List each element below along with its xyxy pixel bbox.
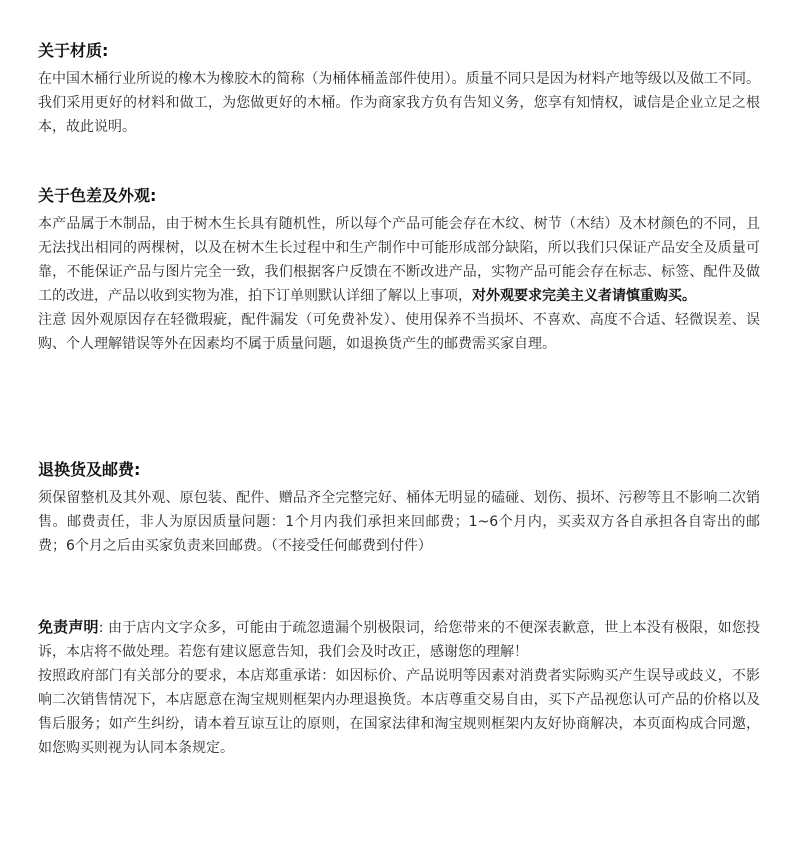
- disclaimer-text-body: : 由于店内文字众多，可能由于疏忽遗漏个别极限词，给您带来的不便深表歉意，世上本没有极限，如您投诉，本店将不做处理。若您有建议愿意告知，我们会及时改正，感谢您的理解！: [38, 620, 760, 660]
- section-return-policy: [38, 457, 760, 572]
- section-material: [38, 38, 760, 168]
- disclaimer-commitment: 按照政府部门有关部分的要求，本店郑重承诺：如因标价、产品说明等因素对消费者实际购买产生误导或歧义，不影响二次销售情况下，本店愿意在淘宝规则框架内办理退换货。本店尊重交易自由，买下产品视您认可产品的价格以及售后服务；如产生纠纷，请本着互谅互让的原则，在国家法律和淘宝规则框架内友好协商解决，本页面构成合同邀，如您购买则视为认同本条规定。: [38, 668, 760, 756]
- material-text: 在中国木桶行业所说的橡木为橡胶木的简称（为桶体桶盖部件使用）。质量不同只是因为材料产地等级以及做工不同。我们采用更好的材料和做工，为您做更好的木桶。作为商家我方负有告知义务，您享有知情权，诚信是企业立足之根本，故此说明。: [38, 71, 760, 135]
- color-text-body: 本产品属于木制品，由于树木生长具有随机性，所以每个产品可能会存在木纹、树节（木结）及木材颜色的不同，且无法找出相同的两棵树，以及在树木生长过程中和生产制作中可能形成部分缺陷，所以我们只保证产品安全及质量可靠，不能保证产品与图片完全一致，我们根据客户反馈在不断改进产品，实物产品可能会存在标志、标签、配件及做工的改进，产品以收到实物为准，拍下订单则默认详细了解以上事项，: [38, 216, 760, 304]
- color-note: 注意 因外观原因存在轻微瑕疵，配件漏发（可免费补发）、使用保养不当损坏、不喜欢、高度不合适、轻微误差、误购、个人理解错误等外在因素均不属于质量问题，如退换货产生的邮费需买家自理。: [38, 312, 760, 352]
- return-title: 退换货及邮费:: [38, 460, 141, 479]
- section-color-appearance: [38, 183, 760, 445]
- material-title: 关于材质:: [38, 41, 109, 60]
- color-title: 关于色差及外观:: [38, 186, 157, 205]
- color-text-warning: 对外观要求完美主义者请慎重购买。: [472, 288, 696, 304]
- color-text: [38, 212, 760, 308]
- disclaimer-text: [38, 615, 760, 664]
- return-text: 须保留整机及其外观、原包装、配件、赠品齐全完整完好、桶体无明显的磕碰、划伤、损坏、污秽等且不影响二次销售。邮费责任，非人为原因质量问题：1个月内我们承担来回邮费；1~6个月内，买卖双方各自承担各自寄出的邮费；6个月之后由买家负责来回邮费。（不接受任何邮费到付件）: [38, 490, 760, 554]
- section-disclaimer: [38, 615, 760, 760]
- disclaimer-label: 免责声明: [38, 618, 99, 636]
